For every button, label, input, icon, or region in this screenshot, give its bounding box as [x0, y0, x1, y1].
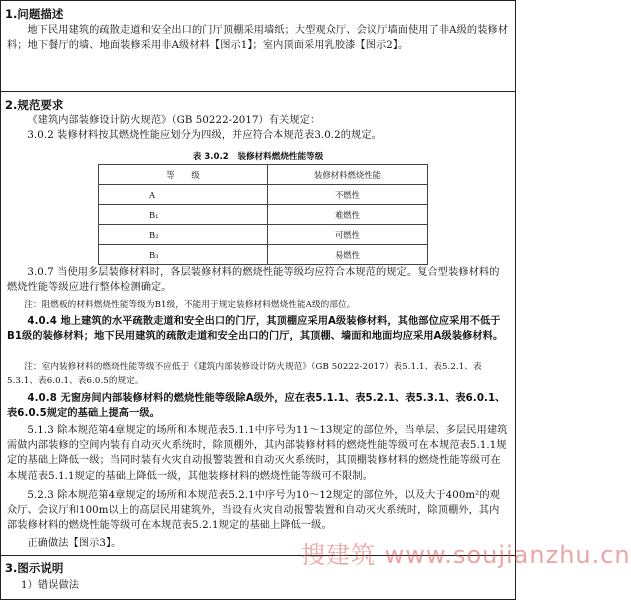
- table-cell-grade: A: [99, 185, 268, 205]
- fire-rating-table: [98, 164, 428, 265]
- table-cell-grade: B₂: [99, 225, 268, 245]
- table-cell-property: 不燃性: [268, 185, 428, 205]
- table-header-cell: 装修材料燃烧性能: [268, 165, 428, 185]
- table-header-row: [99, 165, 428, 185]
- watermark: 搜建筑 www.soujianzhu.cn: [301, 541, 631, 569]
- table-cell-property: 可燃性: [268, 225, 428, 245]
- section-heading: 3.图示说明: [5, 561, 64, 575]
- clause-3-0-7: 3.0.7 当使用多层装修材料时，各层装修材料的燃烧性能等级均应符合本规范的规定。复合型装修材料的燃烧性能等级应进行整体检测确定。: [7, 267, 500, 294]
- correct-practice: 正确做法【图示3】。: [27, 538, 122, 549]
- problem-text: 地下民用建筑的疏散走道和安全出口的门厅顶棚采用墙纸；大型观众厅、会议厅墙面使用了非A级的装修材料；地下餐厅的墙、地面装修采用非A级材料【图示1】；室内顶面采用乳胶漆【图示2】。: [7, 25, 509, 52]
- clause-4-0-4: 4.0.4 地上建筑的水平疏散走道和安全出口的门厅，其顶棚应采用A级装修材料，其他部位应采用不低于B1级的装修材料；地下民用建筑的疏散走道和安全出口的门厅，其顶棚、墙面和地面均应采用A级装修材料。: [7, 316, 504, 343]
- table-cell-grade: B₃: [99, 245, 268, 265]
- clause-3-0-2: 3.0.2 装修材料按其燃烧性能应划分为四级，并应符合本规范表3.0.2的规定。: [27, 130, 382, 141]
- section-heading: 2.规范要求: [5, 98, 64, 112]
- table-row: [99, 225, 428, 245]
- table-title: 表 3.0.2 装修材料燃烧性能等级: [192, 152, 324, 162]
- clause-5-1-3: 5.1.3 除本规范第4章规定的场所和本规范表5.1.1中序号为11～13规定的部位外，当单层、多层民用建筑需做内部装修的空间内装有自动灭火系统时，除顶棚外，其内部装修材料的燃烧性能等级可在本规范表5.1.1规定的基础上降低一级；当同时装有火灾自动报警装置和自动灭火系统时，其顶棚装修材料的燃烧性能等级可在本规范表5.1.1规定的基础上降低一级，其他装修材料的燃烧性能等级可不限制。: [7, 425, 508, 482]
- note-2: 注：室内装修材料的燃烧性能等级不应低于《建筑内部装修设计防火规范》（GB 50222-2017）表5.1.1、表5.2.1、表5.3.1、表6.0.1、表6.0.5的规定。: [7, 362, 482, 386]
- section-heading: 1.问题描述: [5, 7, 64, 21]
- clause-5-2-3: 5.2.3 除本规范第4章规定的场所和本规范表5.2.1中序号为10～12规定的部位外，以及大于400m²的观众厅、会议厅和100m以上的高层民用建筑外，当设有火灾自动报警装置和自动灭火系统时，除顶棚外，其内部装修材料的燃烧性能等级可在本规范表5.2.1规定的基础上降低一级。: [7, 490, 500, 532]
- table-cell-property: 易燃性: [268, 245, 428, 265]
- table-row: [99, 205, 428, 225]
- section-requirements: [1, 91, 515, 556]
- table-row: [99, 245, 428, 265]
- clause-4-0-8: 4.0.8 无窗房间内部装修材料的燃烧性能等级除A级外，应在表5.1.1、表5.2.1、表5.3.1、表6.0.1、表6.0.5规定的基础上提高一级。: [7, 393, 506, 420]
- code-intro: 《建筑内部装修设计防火规范》（GB 50222-2017）有关规定：: [27, 115, 321, 126]
- table-row: [99, 185, 428, 205]
- table-header-cell: 等 级: [99, 165, 268, 185]
- wrong-practice-label: 1）错误做法: [21, 580, 80, 591]
- table-cell-grade: B₁: [99, 205, 268, 225]
- note-1: 注：阻燃板的材料燃烧性能等级为B1级，不能用于规定装修材料燃烧性能A级的部位。: [24, 300, 356, 310]
- table-cell-property: 难燃性: [268, 205, 428, 225]
- section-problem: [1, 1, 515, 91]
